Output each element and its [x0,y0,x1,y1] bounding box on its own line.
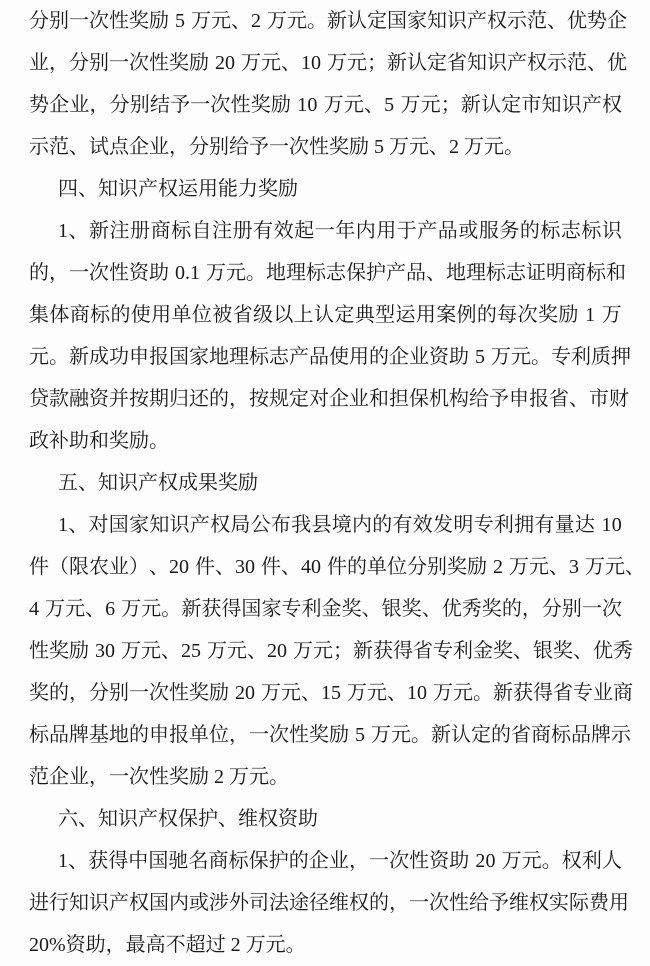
text-line: 贷 款 融 资 并 按 期 归 还 的 ， 按 规 定 对 企 业 和 担 保 机 构 给 予 申 报 省 、 市 财 [29,388,629,410]
text-line: 1 、 获 得 中 国 驰 名 商 标 保 护 的 企 业 ， 一 次 性 资 助 2 0 万 元 。 权 利 人 [58,850,622,872]
section-heading: 五、知识产权成果奖励 [58,472,258,494]
text-line: 的 ， 一 次 性 资 助 0 . 1 万 元 。 地 理 标 志 保 护 产 品 、 地 理 标 志 证 明 商 标 和 [29,262,626,284]
text-line: 集 体 商 标 的 使 用 单 位 被 省 级 以 上 认 定 典 型 运 用 案 例 的 每 次 奖 励 1 万 [29,304,622,326]
text-line: 业 ， 分 别 一 次 性 奖 励 2 0 万 元 、 1 0 万 元 ； 新 认 定 省 知 识 产 权 示 范 、 优 [29,52,627,74]
text-line: 性 奖 励 3 0 万 元 、 2 5 万 元 、 2 0 万 元 ； 新 获 得 省 专 利 金 奖 、 银 奖 、 优 秀 [29,640,633,662]
text-line: 1 、 对 国 家 知 识 产 权 局 公 布 我 县 境 内 的 有 效 发 明 专 利 拥 有 量 达 1 0 [58,514,622,536]
text-line: 4 万 元 、 6 万 元 。 新 获 得 国 家 专 利 金 奖 、 银 奖 、 优 秀 奖 的 ， 分 别 一 次 [29,598,622,620]
text-line: 范企业，一次性奖励 2 万元。 [29,766,289,788]
text-line: 进 行 知 识 产 权 国 内 或 涉 外 司 法 途 径 维 权 的 ， 一 次 性 给 予 维 权 实 际 费 用 [29,892,629,914]
text-line: 元 。 新 成 功 申 报 国 家 地 理 标 志 产 品 使 用 的 企 业 资 助 5 万 元 。 专 利 质 押 [29,346,631,368]
text-line: 势 企 业 ， 分 别 结 予 一 次 性 奖 励 1 0 万 元 、 5 万 元 ； 新 认 定 市 知 识 产 权 [29,94,622,116]
text-line: 20%资助，最高不超过 2 万元。 [29,934,306,956]
section-heading: 四、知识产权运用能力奖励 [58,178,298,200]
text-line: 分 别 一 次 性 奖 励 5 万 元 、 2 万 元 。 新 认 定 国 家 知 识 产 权 示 范 、 优 势 企 [29,10,627,32]
section-heading: 六、知识产权保护、维权资助 [58,808,318,830]
text-line: 奖 的 ， 分 别 一 次 性 奖 励 2 0 万 元 、 1 5 万 元 、 1 0 万 元 。 新 获 得 省 专 业 商 [29,682,633,704]
text-line: 标 品 牌 基 地 的 申 报 单 位 ， 一 次 性 奖 励 5 万 元 。 新 认 定 的 省 商 标 品 牌 示 [29,724,631,746]
text-line: 示范、试点企业，分别给予一次性奖励 5 万元、2 万元。 [29,136,524,158]
text-line: 政补助和奖励。 [29,430,169,452]
text-line: 1 、 新 注 册 商 标 自 注 册 有 效 起 一 年 内 用 于 产 品 或 服 务 的 标 志 标 识 [58,220,622,242]
text-line: 件 （ 限 农 业 ） 、 2 0 件 、 3 0 件 、 4 0 件 的 单 位 分 别 奖 励 2 万 元 、 3 万 元 、 [29,556,645,578]
